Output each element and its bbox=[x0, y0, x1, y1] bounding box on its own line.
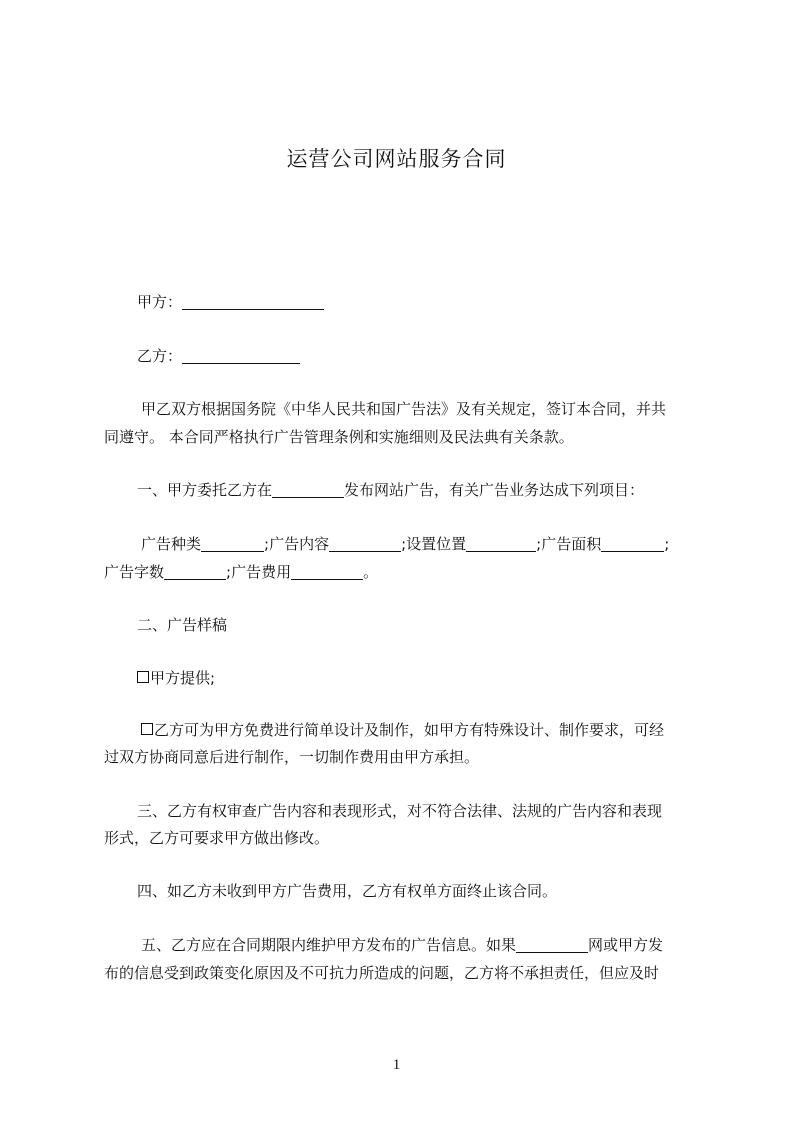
page-number: 1 bbox=[392, 1057, 401, 1073]
location-blank[interactable] bbox=[272, 481, 344, 498]
clause-1 bbox=[137, 479, 737, 500]
party-b-blank[interactable] bbox=[182, 347, 300, 364]
clause-3-line-2: 形式，乙方可要求甲方做出修改。 bbox=[104, 829, 330, 847]
option-2-text: 乙方可为甲方免费进行简单设计及制作，如甲方有特殊设计、制作要求，可经 bbox=[154, 721, 665, 739]
ad-semicolon: ; bbox=[664, 535, 670, 553]
ad-content-blank[interactable] bbox=[329, 535, 401, 552]
ad-content-label: ;广告内容 bbox=[264, 535, 330, 553]
website-blank[interactable] bbox=[516, 936, 588, 953]
option-1-label: 甲方提供; bbox=[150, 669, 216, 687]
clause-5-line-1 bbox=[141, 934, 741, 955]
ad-position-label: ;设置位置 bbox=[401, 535, 467, 553]
ad-position-blank[interactable] bbox=[466, 535, 536, 552]
ad-fee-blank[interactable] bbox=[291, 563, 363, 580]
ad-word-count-blank[interactable] bbox=[164, 563, 226, 580]
ad-period: 。 bbox=[363, 563, 379, 581]
clause-5-post: 网或甲方发 bbox=[588, 936, 664, 954]
ad-items-line-1 bbox=[141, 533, 741, 554]
clause-2-title: 二、广告样稿 bbox=[137, 616, 228, 634]
option-2-checkbox[interactable] bbox=[141, 723, 153, 735]
document-title: 运营公司网站服务合同 bbox=[286, 147, 507, 171]
option-1 bbox=[137, 667, 737, 688]
party-a-label: 甲方： bbox=[137, 293, 183, 311]
option-2-line-2: 过双方协商同意后进行制作，一切制作费用由甲方承担。 bbox=[104, 748, 480, 766]
ad-area-blank[interactable] bbox=[601, 535, 664, 552]
party-a-blank[interactable] bbox=[182, 293, 324, 310]
clause-1-pre: 一、甲方委托乙方在 bbox=[137, 481, 273, 499]
clause-1-post: 发布网站广告，有关广告业务达成下列项目： bbox=[344, 481, 645, 499]
ad-area-label: ;广告面积 bbox=[536, 535, 602, 553]
clause-4: 四、如乙方未收到甲方广告费用，乙方有权单方面终止该合同。 bbox=[137, 882, 558, 900]
clause-3-line-1: 三、乙方有权审查广告内容和表现形式，对不符合法律、法规的广告内容和表现 bbox=[137, 802, 663, 820]
party-b-label: 乙方： bbox=[137, 347, 183, 365]
intro-line-1: 甲乙双方根据国务院《中华人民共和国广告法》及有关规定，签订本合同，并共 bbox=[141, 400, 667, 418]
ad-type-blank[interactable] bbox=[201, 535, 264, 552]
party-a-line bbox=[137, 291, 737, 312]
ad-items-line-2 bbox=[104, 561, 704, 582]
clause-5-pre: 五、乙方应在合同期限内维护甲方发布的广告信息。如果 bbox=[141, 936, 517, 954]
ad-fee-label: ;广告费用 bbox=[226, 563, 292, 581]
option-2-line-1 bbox=[141, 719, 741, 740]
intro-line-2: 同遵守。 本合同严格执行广告管理条例和实施细则及民法典有关条款。 bbox=[104, 428, 574, 446]
party-b-line bbox=[137, 345, 737, 366]
ad-type-label: 广告种类 bbox=[141, 535, 202, 553]
ad-word-count-label: 广告字数 bbox=[104, 563, 165, 581]
option-1-checkbox[interactable] bbox=[137, 671, 149, 683]
clause-5-line-2: 布的信息受到政策变化原因及不可抗力所造成的问题，乙方将不承担责任，但应及时 bbox=[104, 964, 660, 982]
